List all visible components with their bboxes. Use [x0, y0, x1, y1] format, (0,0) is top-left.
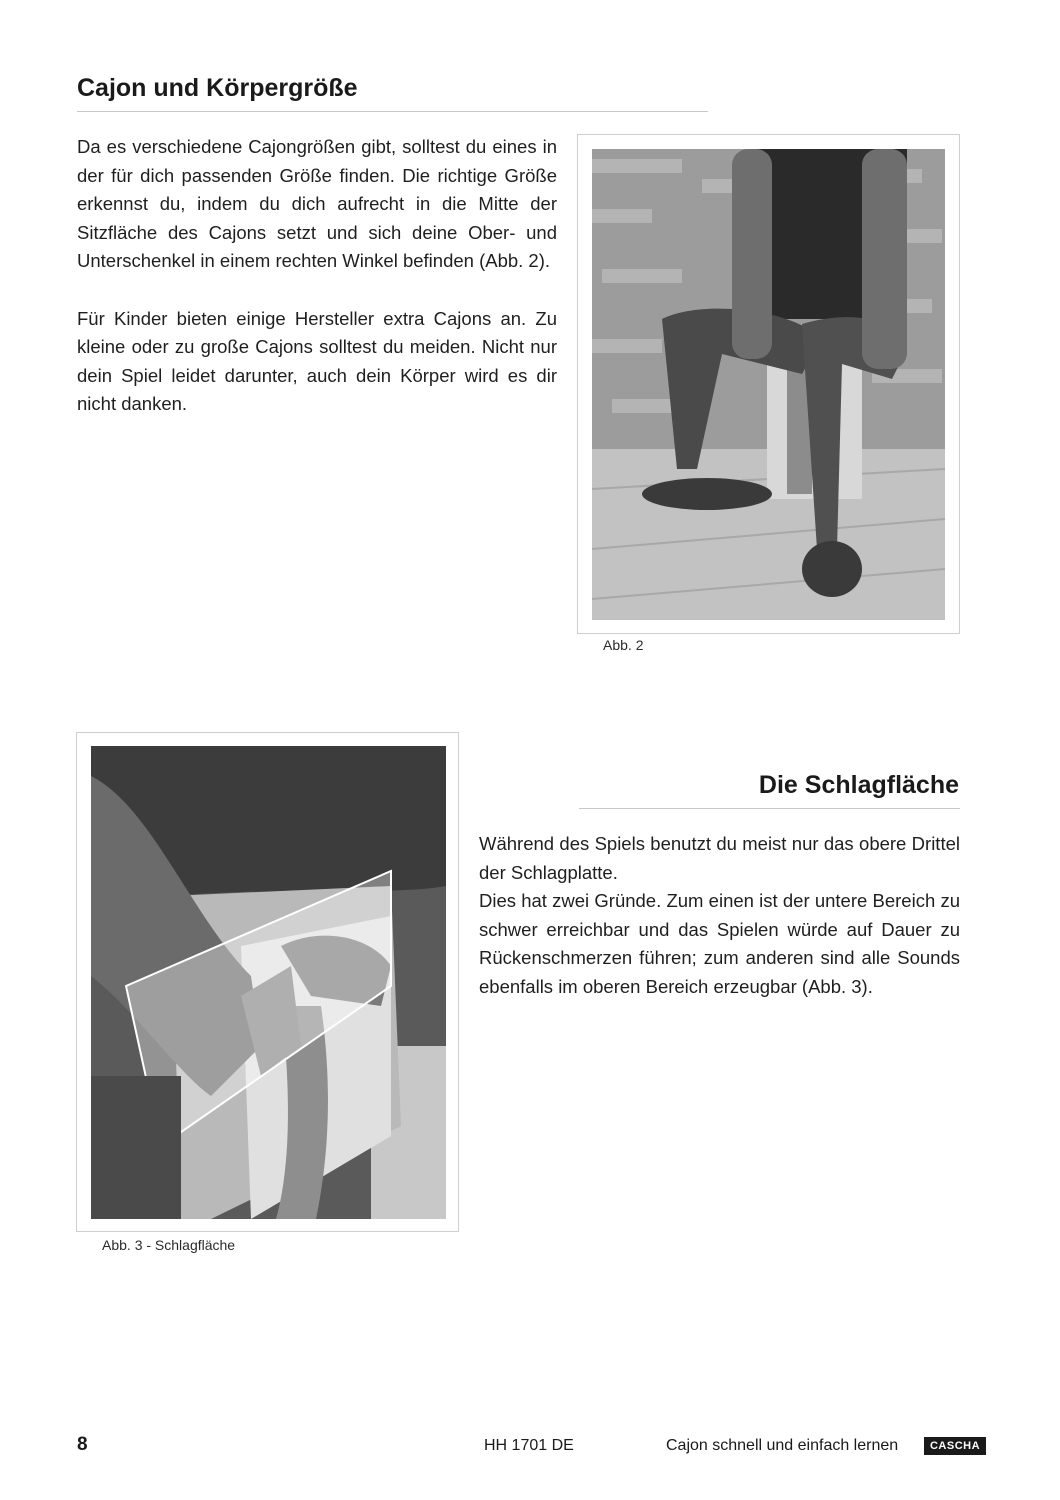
- section-heading-koerpergroesse: Cajon und Körpergröße: [77, 74, 358, 102]
- figure-2-frame: [577, 134, 960, 634]
- section-text-schlagflaeche: [479, 830, 960, 1002]
- section-heading-schlagflaeche: Die Schlagfläche: [758, 771, 959, 799]
- photo-person-seated-on-cajon: [592, 149, 945, 620]
- heading-divider: [77, 111, 708, 112]
- figure-3-frame: [76, 732, 459, 1232]
- heading-divider: [579, 808, 960, 809]
- section-text-koerpergroesse: [77, 133, 557, 419]
- paragraph: Während des Spiels benutzt du meist nur das obere Drittel der Schlagplatte.: [479, 833, 960, 883]
- paragraph: Dies hat zwei Gründe. Zum einen ist der untere Bereich zu schwer erreichbar und das Spielen würde auf Dauer zu Rückenschmerzen führen; zum anderen sind alle Sounds ebenfalls im oberen Bereich erzeugbar (Abb. 3).: [479, 890, 960, 997]
- photo-hands-on-cajon-strike-area: [91, 746, 446, 1219]
- paragraph: Da es verschiedene Cajongrößen gibt, solltest du eines in der für dich passenden Größe finden. Die richtige Größe erkennst du, indem du dich aufrecht in die Mitte der Sitzfläche des Cajons setzt und sich deine Ober- und Unterschenkel in einem rechten Winkel befinden (Abb. 2).: [77, 136, 557, 272]
- figure-2-caption: Abb. 2: [603, 637, 644, 653]
- publisher-logo: CASCHA: [924, 1437, 986, 1455]
- book-title: Cajon schnell und einfach lernen: [666, 1437, 899, 1454]
- figure-3-caption: Abb. 3 - Schlagfläche: [102, 1237, 236, 1253]
- product-code: HH 1701 DE: [484, 1437, 574, 1454]
- page-number: 8: [77, 1434, 88, 1455]
- paragraph: Für Kinder bieten einige Hersteller extra Cajons an. Zu kleine oder zu große Cajons solltest du meiden. Nicht nur dein Spiel leidet darunter, auch dein Körper wird es dir nicht danken.: [77, 307, 557, 415]
